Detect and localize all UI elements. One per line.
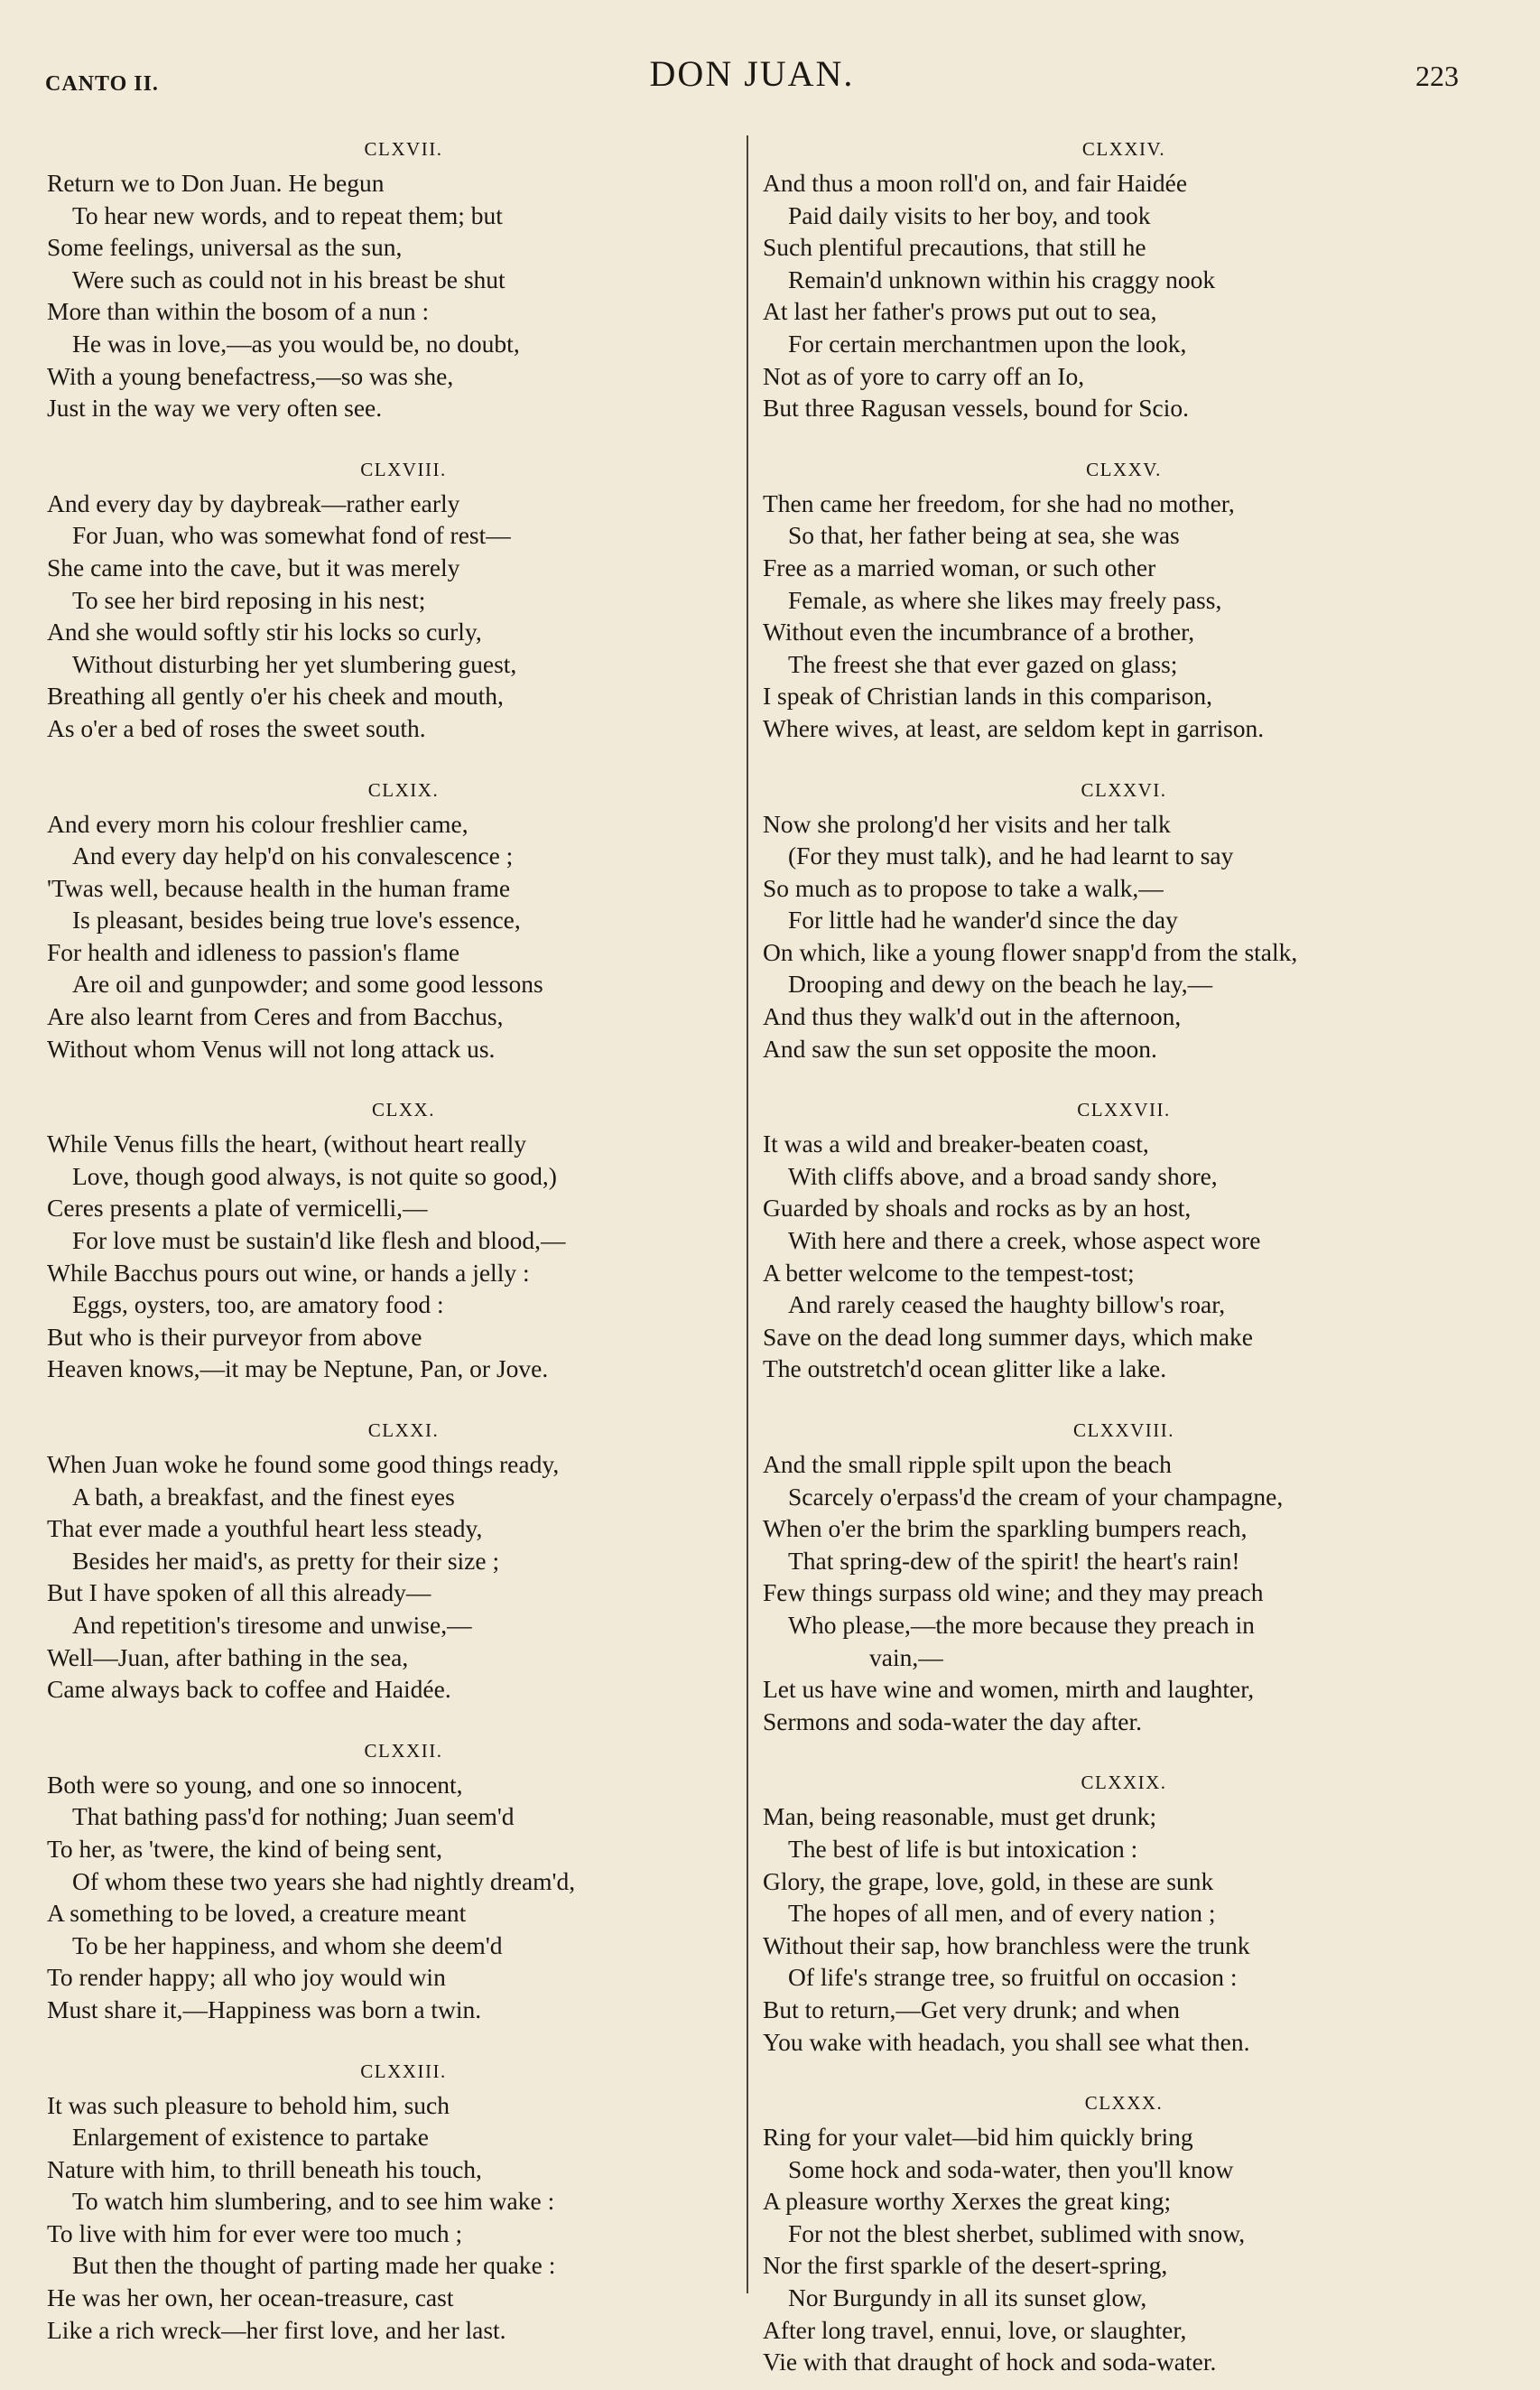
verse-line: But three Ragusan vessels, bound for Scio. [763,394,1190,423]
stanza [763,451,1485,745]
stanza-number: CLXXI. [367,1419,440,1441]
verse-line: And every day help'd on his convalescence ; [72,842,514,870]
verse-line: Scarcely o'erpass'd the cream of your champagne, [788,1482,1284,1511]
stanza-gap [763,1737,1485,1764]
verse-line: And thus a moon roll'd on, and fair Haidée [763,169,1188,197]
verse-line: Glory, the grape, love, gold, in these are sunk [763,1866,1214,1895]
verse-line: With cliffs above, and a broad sandy shore, [788,1161,1218,1190]
verse-line: Without whom Venus will not long attack us. [47,1034,496,1063]
verse-line: You wake with headach, you shall see what then. [763,2027,1250,2056]
canto-label: CANTO II. [45,72,159,96]
stanza [47,131,760,424]
verse-line: Like a rich wreck—her first love, and her last. [47,2315,506,2344]
stanza-number: CLXXIX. [1081,1772,1167,1794]
stanza [763,772,1485,1065]
verse-line: And saw the sun set opposite the moon. [763,1034,1157,1063]
stanza [763,2085,1485,2378]
verse-line: Of whom these two years she had nightly dream'd, [72,1866,576,1895]
verse-line: Few things surpass old wine; and they may preach [763,1578,1264,1607]
verse-line: A better welcome to the tempest-tost; [763,1258,1135,1287]
verse-line: Free as a married woman, or such other [763,553,1156,581]
verse-line: Vie with that draught of hock and soda-water. [763,2348,1217,2376]
verse-line: And every day by daybreak—rather early [47,488,460,517]
verse-line: After long travel, ennui, love, or slaughter, [763,2315,1187,2344]
verse-line: That spring-dew of the spirit! the heart's rain! [788,1546,1240,1575]
verse-line: And thus they walk'd out in the afternoon, [763,1002,1182,1031]
verse-line: But who is their purveyor from above [47,1322,422,1351]
verse-line: Man, being reasonable, must get drunk; [763,1802,1157,1831]
verse-line: But then the thought of parting made her quake : [72,2251,556,2280]
verse-line: When o'er the brim the sparkling bumpers reach, [763,1514,1248,1543]
stanza [47,2053,760,2347]
verse-line: Then came her freedom, for she had no mother, [763,488,1235,517]
verse-line: For love must be sustain'd like flesh and blood,— [72,1226,566,1255]
verse-line: Came always back to coffee and Haidée. [47,1675,451,1704]
verse-line: And repetition's tiresome and unwise,— [72,1610,472,1639]
verse-line: Nor the first sparkle of the desert-spring, [763,2251,1168,2280]
verse-line: Now she prolong'd her visits and her talk [763,809,1171,838]
verse-line: Without disturbing her yet slumbering guest, [72,649,517,678]
stanza-gap [47,424,760,451]
verse-line: A pleasure worthy Xerxes the great king; [763,2187,1172,2216]
verse-line: Guarded by shoals and rocks as by an host, [763,1194,1192,1223]
stanza-number: CLXVIII. [360,458,447,480]
verse-line: Is pleasant, besides being true love's essence, [72,906,521,935]
stanza-gap [47,1385,760,1412]
verse-line: I speak of Christian lands in this comparison, [763,682,1212,711]
verse-line: To be her happiness, and whom she deem'd [72,1930,503,1959]
stanza-gap [763,2058,1485,2085]
verse-line: The freest she that ever gazed on glass; [788,649,1178,678]
verse-line: To her, as 'twere, the kind of being sent, [47,1834,442,1863]
verse-line: Save on the dead long summer days, which make [763,1322,1253,1351]
verse-line: And she would softly stir his locks so curly, [47,618,482,646]
stanza-number: CLXIX. [367,778,440,801]
verse-line: Without even the incumbrance of a brother, [763,618,1195,646]
verse-line: While Venus fills the heart, (without heart really [47,1130,526,1158]
stanza-gap [47,1065,760,1092]
verse-line: vain,— [869,1642,943,1671]
stanza-number: CLXVII. [364,138,443,160]
verse-line: A bath, a breakfast, and the finest eyes [72,1482,455,1511]
verse-line: To hear new words, and to repeat them; but [72,200,503,229]
verse-line: Paid daily visits to her boy, and took [788,200,1151,229]
verse-line: The outstretch'd ocean glitter like a lake. [763,1354,1167,1383]
stanza [47,1092,760,1385]
stanza-number: CLXXVIII. [1072,1419,1175,1441]
verse-line: The best of life is but intoxication : [788,1834,1138,1863]
verse-line: So that, her father being at sea, she was [788,521,1180,550]
verse-line: For not the blest sherbet, sublimed with snow, [788,2218,1246,2247]
verse-line: Some feelings, universal as the sun, [47,233,403,262]
verse-line: Besides her maid's, as pretty for their size ; [72,1546,500,1575]
verse-line: So much as to propose to take a walk,— [763,873,1164,902]
verse-line: Who please,—the more because they preach in [788,1610,1255,1639]
stanza-gap [47,1706,760,1733]
verse-line: While Bacchus pours out wine, or hands a jelly : [47,1258,530,1287]
verse-line: Of life's strange tree, so fruitful on occasion : [788,1963,1238,1992]
stanza [47,1733,760,2026]
stanza-gap [47,745,760,772]
verse-line: With here and there a creek, whose aspect wore [788,1226,1261,1255]
verse-line: He was in love,—as you would be, no doubt, [72,329,520,358]
verse-line: But I have spoken of all this already— [47,1578,431,1607]
stanza [47,451,760,745]
running-head [45,52,1459,107]
stanza-number: CLXXVII. [1077,1099,1171,1121]
verse-line: But to return,—Get very drunk; and when [763,1995,1181,2023]
verse-line: Not as of yore to carry off an Io, [763,361,1085,390]
verse-line: Are oil and gunpowder; and some good lessons [72,970,543,999]
stanza-gap [763,1385,1485,1412]
verse-line: Let us have wine and women, mirth and laughter, [763,1675,1255,1704]
verse-line: For certain merchantmen upon the look, [788,329,1187,358]
verse-line: She came into the cave, but it was merely [47,553,460,581]
verse-line: As o'er a bed of roses the sweet south. [47,713,426,742]
stanza-number: CLXX. [372,1099,435,1121]
verse-line: To see her bird reposing in his nest; [72,585,426,614]
stanza-number: CLXXX. [1084,2092,1164,2115]
verse-line: Ring for your valet—bid him quickly bring [763,2123,1193,2152]
stanza [47,1412,760,1706]
verse-line: Drooping and dewy on the beach he lay,— [788,970,1213,999]
verse-line: 'Twas well, because health in the human frame [47,873,511,902]
verse-line: Without their sap, how branchless were the trunk [763,1930,1250,1959]
verse-line: Both were so young, and one so innocent, [47,1770,463,1799]
verse-line: And the small ripple spilt upon the beach [763,1450,1172,1478]
stanza-number: CLXXIV. [1081,138,1166,160]
stanza-number: CLXXIII. [360,2060,447,2082]
verse-line: The hopes of all men, and of every nation ; [788,1899,1216,1928]
verse-line: Breathing all gently o'er his cheek and mouth, [47,682,504,711]
verse-line: Sermons and soda-water the day after. [763,1706,1142,1735]
verse-line: Are also learnt from Ceres and from Bacchus, [47,1002,504,1031]
stanza [47,772,760,1065]
left-column [47,131,760,2346]
verse-line: On which, like a young flower snapp'd from the stalk, [763,937,1298,966]
verse-line: (For they must talk), and he had learnt to say [788,842,1234,870]
page-title: DON JUAN. [649,53,855,94]
verse-line: Heaven knows,—it may be Neptune, Pan, or Jove. [47,1354,549,1383]
verse-line: And every morn his colour freshlier came, [47,809,468,838]
right-column [763,131,1485,2378]
verse-line: That bathing pass'd for nothing; Juan seem'd [72,1802,515,1831]
stanza-number: CLXXVI. [1081,778,1167,801]
page-number: 223 [1415,60,1459,92]
stanza [763,1092,1485,1385]
verse-line: At last her father's prows put out to sea, [763,297,1157,326]
verse-line: To live with him for ever were too much ; [47,2218,463,2247]
stanza-gap [763,1065,1485,1092]
verse-line: Return we to Don Juan. He begun [47,169,385,197]
verse-line: Nature with him, to thrill beneath his touch, [47,2154,482,2183]
verse-line: Ceres presents a plate of vermicelli,— [47,1194,428,1223]
verse-line: More than within the bosom of a nun : [47,297,430,326]
verse-line: Female, as where she likes may freely pass, [788,585,1222,614]
verse-line: With a young benefactress,—so was she, [47,361,454,390]
verse-line: That ever made a youthful heart less steady, [47,1514,483,1543]
verse-line: A something to be loved, a creature meant [47,1899,467,1928]
verse-line: Love, though good always, is not quite so good,) [72,1161,557,1190]
verse-line: Must share it,—Happiness was born a twin. [47,1995,482,2023]
stanza-number: CLXXV. [1086,458,1162,480]
verse-line: Well—Juan, after bathing in the sea, [47,1642,409,1671]
stanza [763,1412,1485,1737]
verse-line: For little had he wander'd since the day [788,906,1178,935]
verse-line: Where wives, at least, are seldom kept in garrison. [763,713,1265,742]
verse-line: Enlargement of existence to partake [72,2123,430,2152]
stanza-gap [763,424,1485,451]
stanza-number: CLXXII. [364,1739,443,1762]
verse-line: It was a wild and breaker-beaten coast, [763,1130,1149,1158]
verse-line: And rarely ceased the haughty billow's roar, [788,1290,1226,1319]
verse-line: Nor Burgundy in all its sunset glow, [788,2283,1147,2312]
verse-line: He was her own, her ocean-treasure, cast [47,2283,454,2312]
verse-line: Were such as could not in his breast be shut [72,265,506,293]
verse-line: Some hock and soda-water, then you'll know [788,2154,1234,2183]
verse-line: Remain'd unknown within his craggy nook [788,265,1216,293]
verse-line: To render happy; all who joy would win [47,1963,446,1992]
stanza-gap [47,2026,760,2053]
stanza [763,131,1485,424]
verse-line: When Juan woke he found some good things ready, [47,1450,560,1478]
verse-line: Just in the way we very often see. [47,394,383,423]
verse-line: To watch him slumbering, and to see him wake : [72,2187,555,2216]
stanza [763,1764,1485,2058]
verse-line: Such plentiful precautions, that still he [763,233,1146,262]
stanza-gap [763,745,1485,772]
verse-line: It was such pleasure to behold him, such [47,2090,450,2119]
verse-line: For Juan, who was somewhat fond of rest— [72,521,511,550]
verse-line: Eggs, oysters, too, are amatory food : [72,1290,444,1319]
verse-line: For health and idleness to passion's flame [47,937,460,966]
